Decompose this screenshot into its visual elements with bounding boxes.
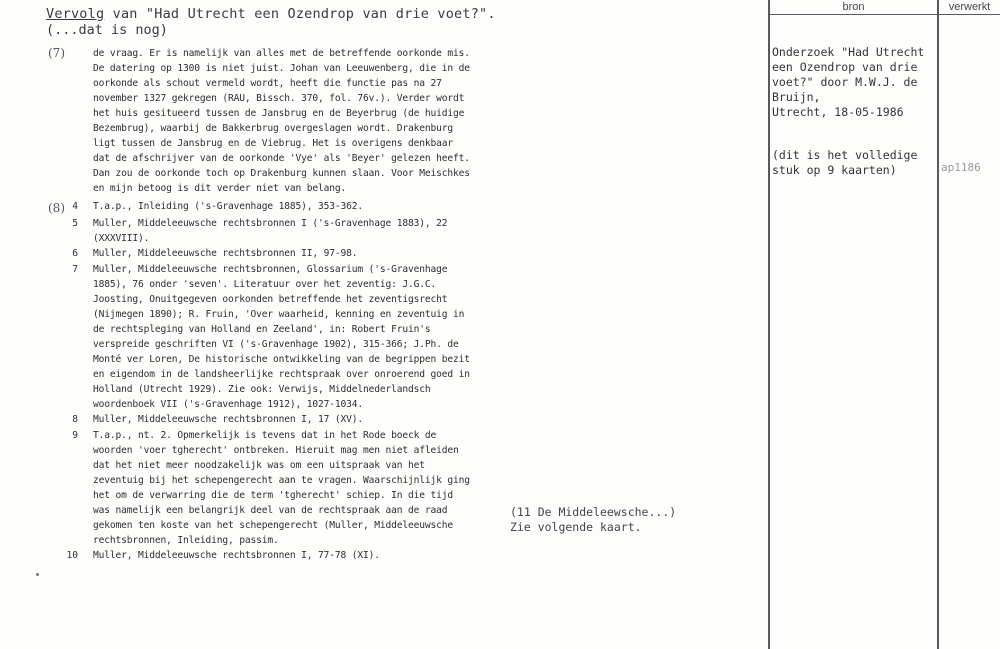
paragraph-line: november 1327 gekregen (RAU, Bissch. 370, fol. 76v.). Verder wordt: [93, 93, 465, 104]
bron-line: Bruijn,: [772, 90, 821, 104]
footnote-line: gekomen ten koste van het schepengerecht (Muller, Middeleeuwsche: [93, 520, 454, 531]
paragraph-line: oorkonde als schout vermeld wordt, heeft die functie pas na 27: [93, 78, 442, 89]
footnote-line: Muller, Middeleeuwsche rechtsbronnen I ('s-Gravenhage 1883), 22: [93, 218, 448, 229]
footnote-line: Muller, Middeleeuwsche rechtsbronnen II, 97-98.: [93, 248, 358, 259]
page-subtitle: (...dat is nog): [46, 22, 168, 38]
footnote-line: (XXXVIII).: [93, 233, 150, 244]
footnote-line: woordenboek VII ('s-Gravenhage 1912), 1027-1034.: [93, 399, 364, 410]
bron-column-header: bron: [842, 1, 865, 13]
footnote-line: T.a.p., Inleiding ('s-Gravenhage 1885), 353-362.: [93, 201, 364, 212]
footnote-number: 8: [72, 414, 78, 425]
paragraph-line: Dan zou de oorkonde toch op Drakenburg kunnen slaan. Voor Meischkes: [93, 168, 470, 179]
bron-note-line: (dit is het volledige: [772, 148, 918, 162]
bron-note-line: stuk op 9 kaarten): [772, 163, 897, 177]
title-rest: van "Had Utrecht een Ozendrop van drie voet?".: [104, 6, 496, 22]
footnote-line: verspreide geschriften VI ('s-Gravenhage 1902), 315-366; J.Ph. de: [93, 339, 459, 350]
continuation-note: (11 De Middeleewsche...): [510, 505, 677, 519]
footnote-line: het om de verwarring die de term 'tgherecht' schiep. In die tijd: [93, 490, 454, 501]
margin-marker-8: (8): [48, 201, 65, 215]
verwerkt-column-rule: [937, 0, 939, 649]
footnote-number: 4: [72, 201, 78, 212]
header-rule: [769, 14, 1000, 15]
bron-line: voet?" door M.W.J. de: [772, 75, 918, 89]
footnote-number: 10: [66, 550, 78, 561]
footnote-line: Holland (Utrecht 1929). Zie ook: Verwijs, Middelnederlandsch: [93, 384, 431, 395]
footnote-line: Joosting, Onuitgegeven oorkonden betreffende het zeventigsrecht: [93, 294, 448, 305]
paragraph-line: De datering op 1300 is niet juist. Johan van Leeuwenberg, die in de: [93, 63, 470, 74]
bron-line: Onderzoek "Had Utrecht: [772, 45, 925, 59]
paragraph-line: ligt tussen de Jansbrug en de Viebrug. Het is overigens denkbaar: [93, 138, 454, 149]
footnote-line: Muller, Middeleeuwsche rechtsbronnen, Glossarium ('s-Gravenhage: [93, 264, 448, 275]
footnote-line: en eigendom in de landsheerlijke rechtspraak over onroerend goed in: [93, 369, 470, 380]
paragraph-line: dat de afschrijver van de oorkonde 'Vye' als 'Beyer' gelezen heeft.: [93, 153, 470, 164]
continuation-next-card: Zie volgende kaart.: [510, 520, 642, 534]
footnote-line: was namelijk een belangrijk deel van de rechtspraak aan de raad: [93, 505, 448, 516]
bron-column-rule: [768, 0, 770, 649]
bron-line: een Ozendrop van drie: [772, 60, 918, 74]
footnote-line: T.a.p., nt. 2. Opmerkelijk is tevens dat in het Rode boeck de: [93, 430, 437, 441]
verwerkt-column-header: verwerkt: [948, 1, 991, 13]
footnote-line: Muller, Middeleeuwsche rechtsbronnen I, 77-78 (XI).: [93, 550, 380, 561]
paragraph-line: de vraag. Er is namelijk van alles met de betreffende oorkonde mis.: [93, 48, 470, 59]
paragraph-line: het huis gesitueerd tussen de Jansbrug en de Beyerbrug (de huidige: [93, 108, 465, 119]
paragraph-line: Bezembrug), waarbij de Bakkerbrug overgeslagen wordt. Drakenburg: [93, 123, 454, 134]
footnote-line: de rechtspleging van Holland en Zeeland', in: Robert Fruin's: [93, 324, 431, 335]
footnote-line: zeventuig bij het schepengerecht aan te vragen. Waarschijnlijk ging: [93, 475, 470, 486]
verwerkt-code: ap1186: [941, 161, 981, 174]
footnote-line: (Nijmegen 1890); R. Fruin, 'Over waarheid, kenning en zeventuig in: [93, 309, 465, 320]
ink-speck: [36, 573, 39, 576]
footnote-line: Muller, Middeleeuwsche rechtsbronnen I, 17 (XV).: [93, 414, 364, 425]
footnote-line: woorden 'voer tgherecht' ontbreken. Hieruit mag men niet afleiden: [93, 445, 459, 456]
page-title: [46, 6, 496, 23]
margin-marker-7: (7): [48, 46, 65, 60]
footnote-line: rechtsbronnen, Inleiding, passim.: [93, 535, 279, 546]
footnote-number: 5: [72, 218, 78, 229]
footnote-line: 1885), 76 onder 'seven'. Literatuur over het zeventig: J.G.C.: [93, 279, 437, 290]
footnote-number: 9: [72, 430, 78, 441]
footnote-number: 7: [72, 264, 78, 275]
footnote-line: Monté ver Loren, De historische ontwikkeling van de begrippen bezit: [93, 354, 470, 365]
footnote-line: dat het niet meer noodzakelijk was om een uitspraak van het: [93, 460, 425, 471]
bron-line: Utrecht, 18-05-1986: [772, 105, 904, 119]
paragraph-line: en mijn betoog is dit verder niet van belang.: [93, 183, 347, 194]
title-prefix: Vervolg: [46, 6, 105, 22]
footnote-number: 6: [72, 248, 78, 259]
